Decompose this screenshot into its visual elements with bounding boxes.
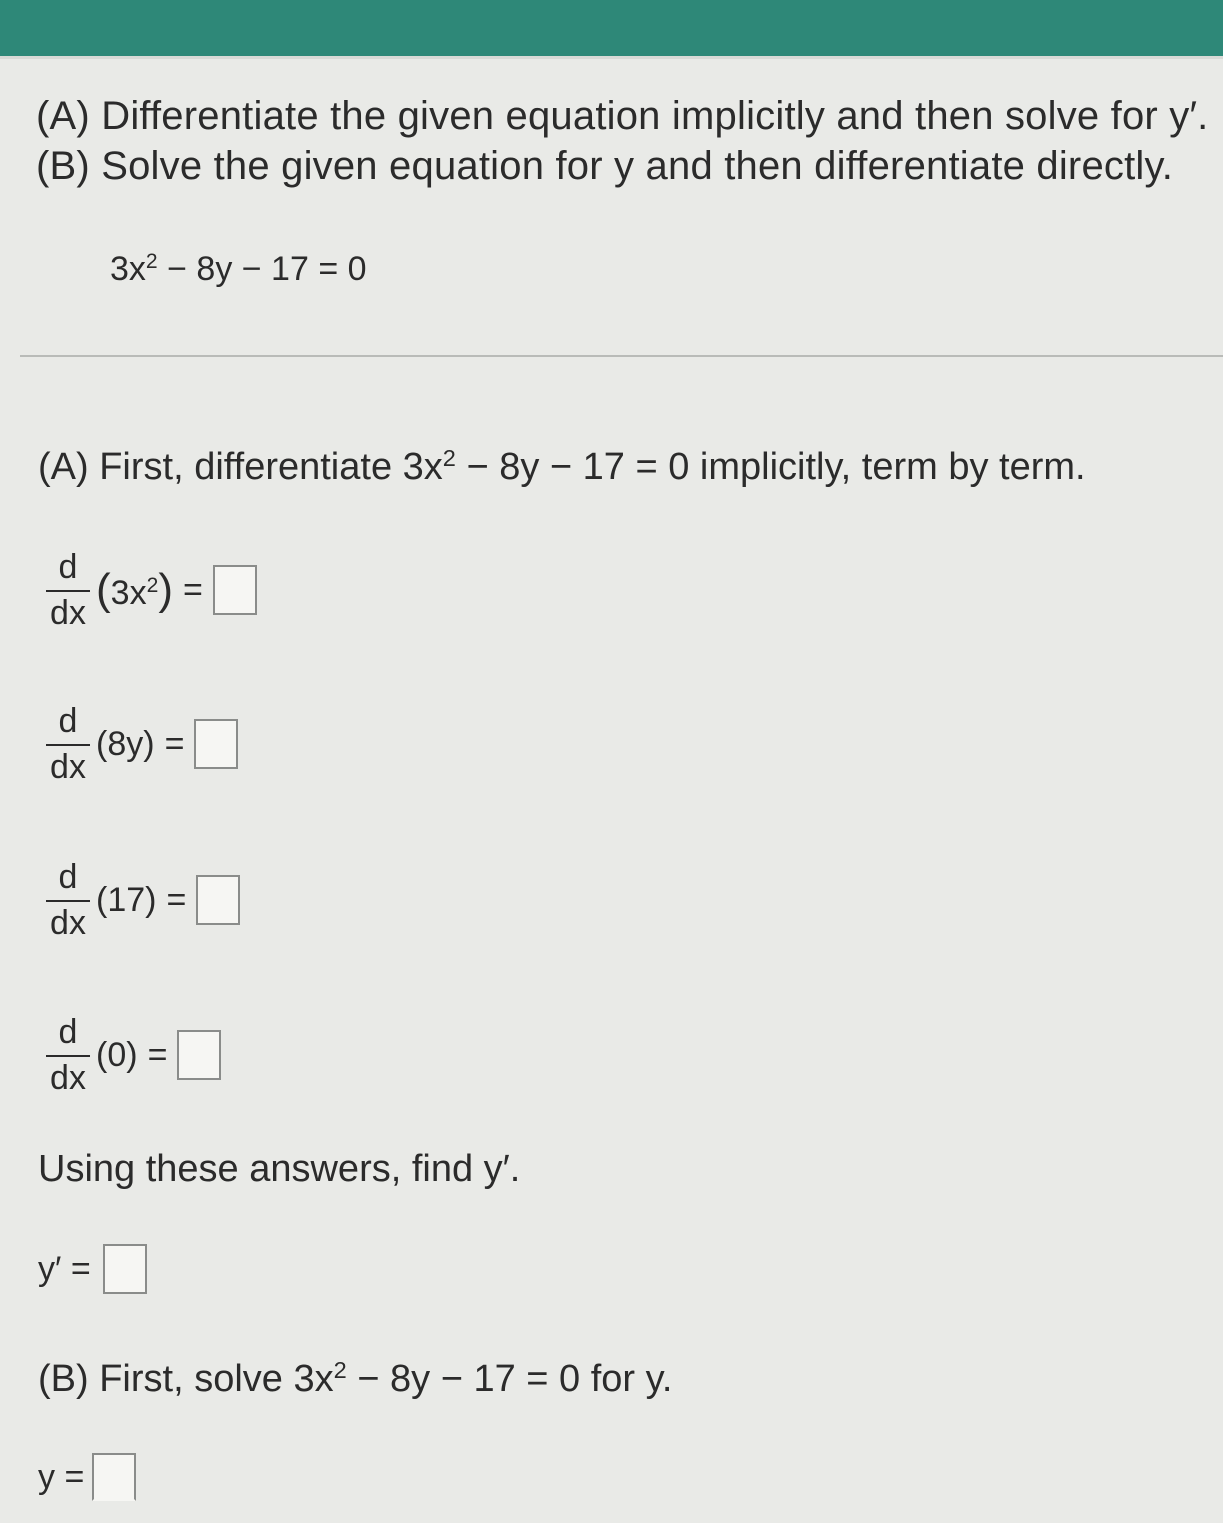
fraction-denominator: dx <box>50 1059 86 1097</box>
argument-exponent: 2 <box>146 574 159 598</box>
fraction-denominator: dx <box>50 748 86 786</box>
fraction-denominator: dx <box>50 594 86 632</box>
part-a-heading-exponent: 2 <box>442 445 456 472</box>
top-banner <box>0 0 1223 56</box>
d-dx-fraction <box>46 1015 90 1095</box>
fraction-numerator: d <box>58 702 78 740</box>
instruction-part-a: (A) Differentiate the given equation implicitly and then solve for y′. <box>36 94 1209 138</box>
derivative-row-0 <box>46 1005 221 1105</box>
answer-box-d-8y[interactable] <box>194 719 238 769</box>
yprime-answer-row <box>38 1241 147 1297</box>
given-eq-exponent: 2 <box>145 250 158 274</box>
y-answer-row <box>38 1449 136 1505</box>
part-a-heading <box>38 445 1086 488</box>
equals-sign: = <box>182 570 203 609</box>
answer-box-d-3x2[interactable] <box>213 565 257 615</box>
part-a-heading-text: (A) First, differentiate 3x <box>38 446 443 488</box>
derivative-argument: $(3x^2)$ <box>96 565 173 614</box>
derivative-argument: (0) <box>96 1035 138 1074</box>
derivative-argument: (17) <box>96 880 157 919</box>
y-label: y = <box>38 1457 85 1496</box>
answer-box-d-0[interactable] <box>177 1030 221 1080</box>
using-answers-prompt: Using these answers, find y′. <box>38 1148 521 1190</box>
fraction-numerator: d <box>58 548 78 586</box>
d-dx-fraction <box>46 550 90 630</box>
answer-box-yprime[interactable] <box>103 1244 147 1294</box>
equals-sign: = <box>166 880 187 919</box>
equals-sign: = <box>147 1035 168 1074</box>
answer-box-d-17[interactable] <box>196 875 240 925</box>
part-b-heading-exponent: 2 <box>333 1357 347 1384</box>
fraction-numerator: d <box>58 1013 78 1051</box>
fraction-numerator: d <box>58 858 78 896</box>
part-a-heading-rest: − 8y − 17 = 0 implicitly, term by term. <box>455 446 1086 488</box>
argument-base: 3x <box>110 574 147 612</box>
fraction-denominator: dx <box>50 904 86 942</box>
section-divider <box>20 355 1223 357</box>
yprime-label: y′ = <box>38 1249 91 1288</box>
instruction-part-b: (B) Solve the given equation for y and then differentiate directly. <box>36 144 1174 188</box>
given-eq-rest: − 8y − 17 = 0 <box>157 250 367 288</box>
given-eq-lhs: 3x <box>110 250 146 288</box>
d-dx-fraction <box>46 704 90 784</box>
equals-sign: = <box>164 724 185 763</box>
banner-shadow <box>0 56 1223 59</box>
part-b-heading <box>38 1357 673 1400</box>
d-dx-fraction <box>46 860 90 940</box>
derivative-row-8y <box>46 694 238 794</box>
part-b-heading-rest: − 8y − 17 = 0 for y. <box>346 1358 673 1400</box>
given-equation <box>110 252 367 286</box>
derivative-argument: (8y) <box>96 724 155 763</box>
derivative-row-17 <box>46 850 240 950</box>
answer-box-y[interactable] <box>92 1453 136 1501</box>
derivative-row-3x2 <box>46 540 257 640</box>
part-b-heading-text: (B) First, solve 3x <box>38 1358 334 1400</box>
